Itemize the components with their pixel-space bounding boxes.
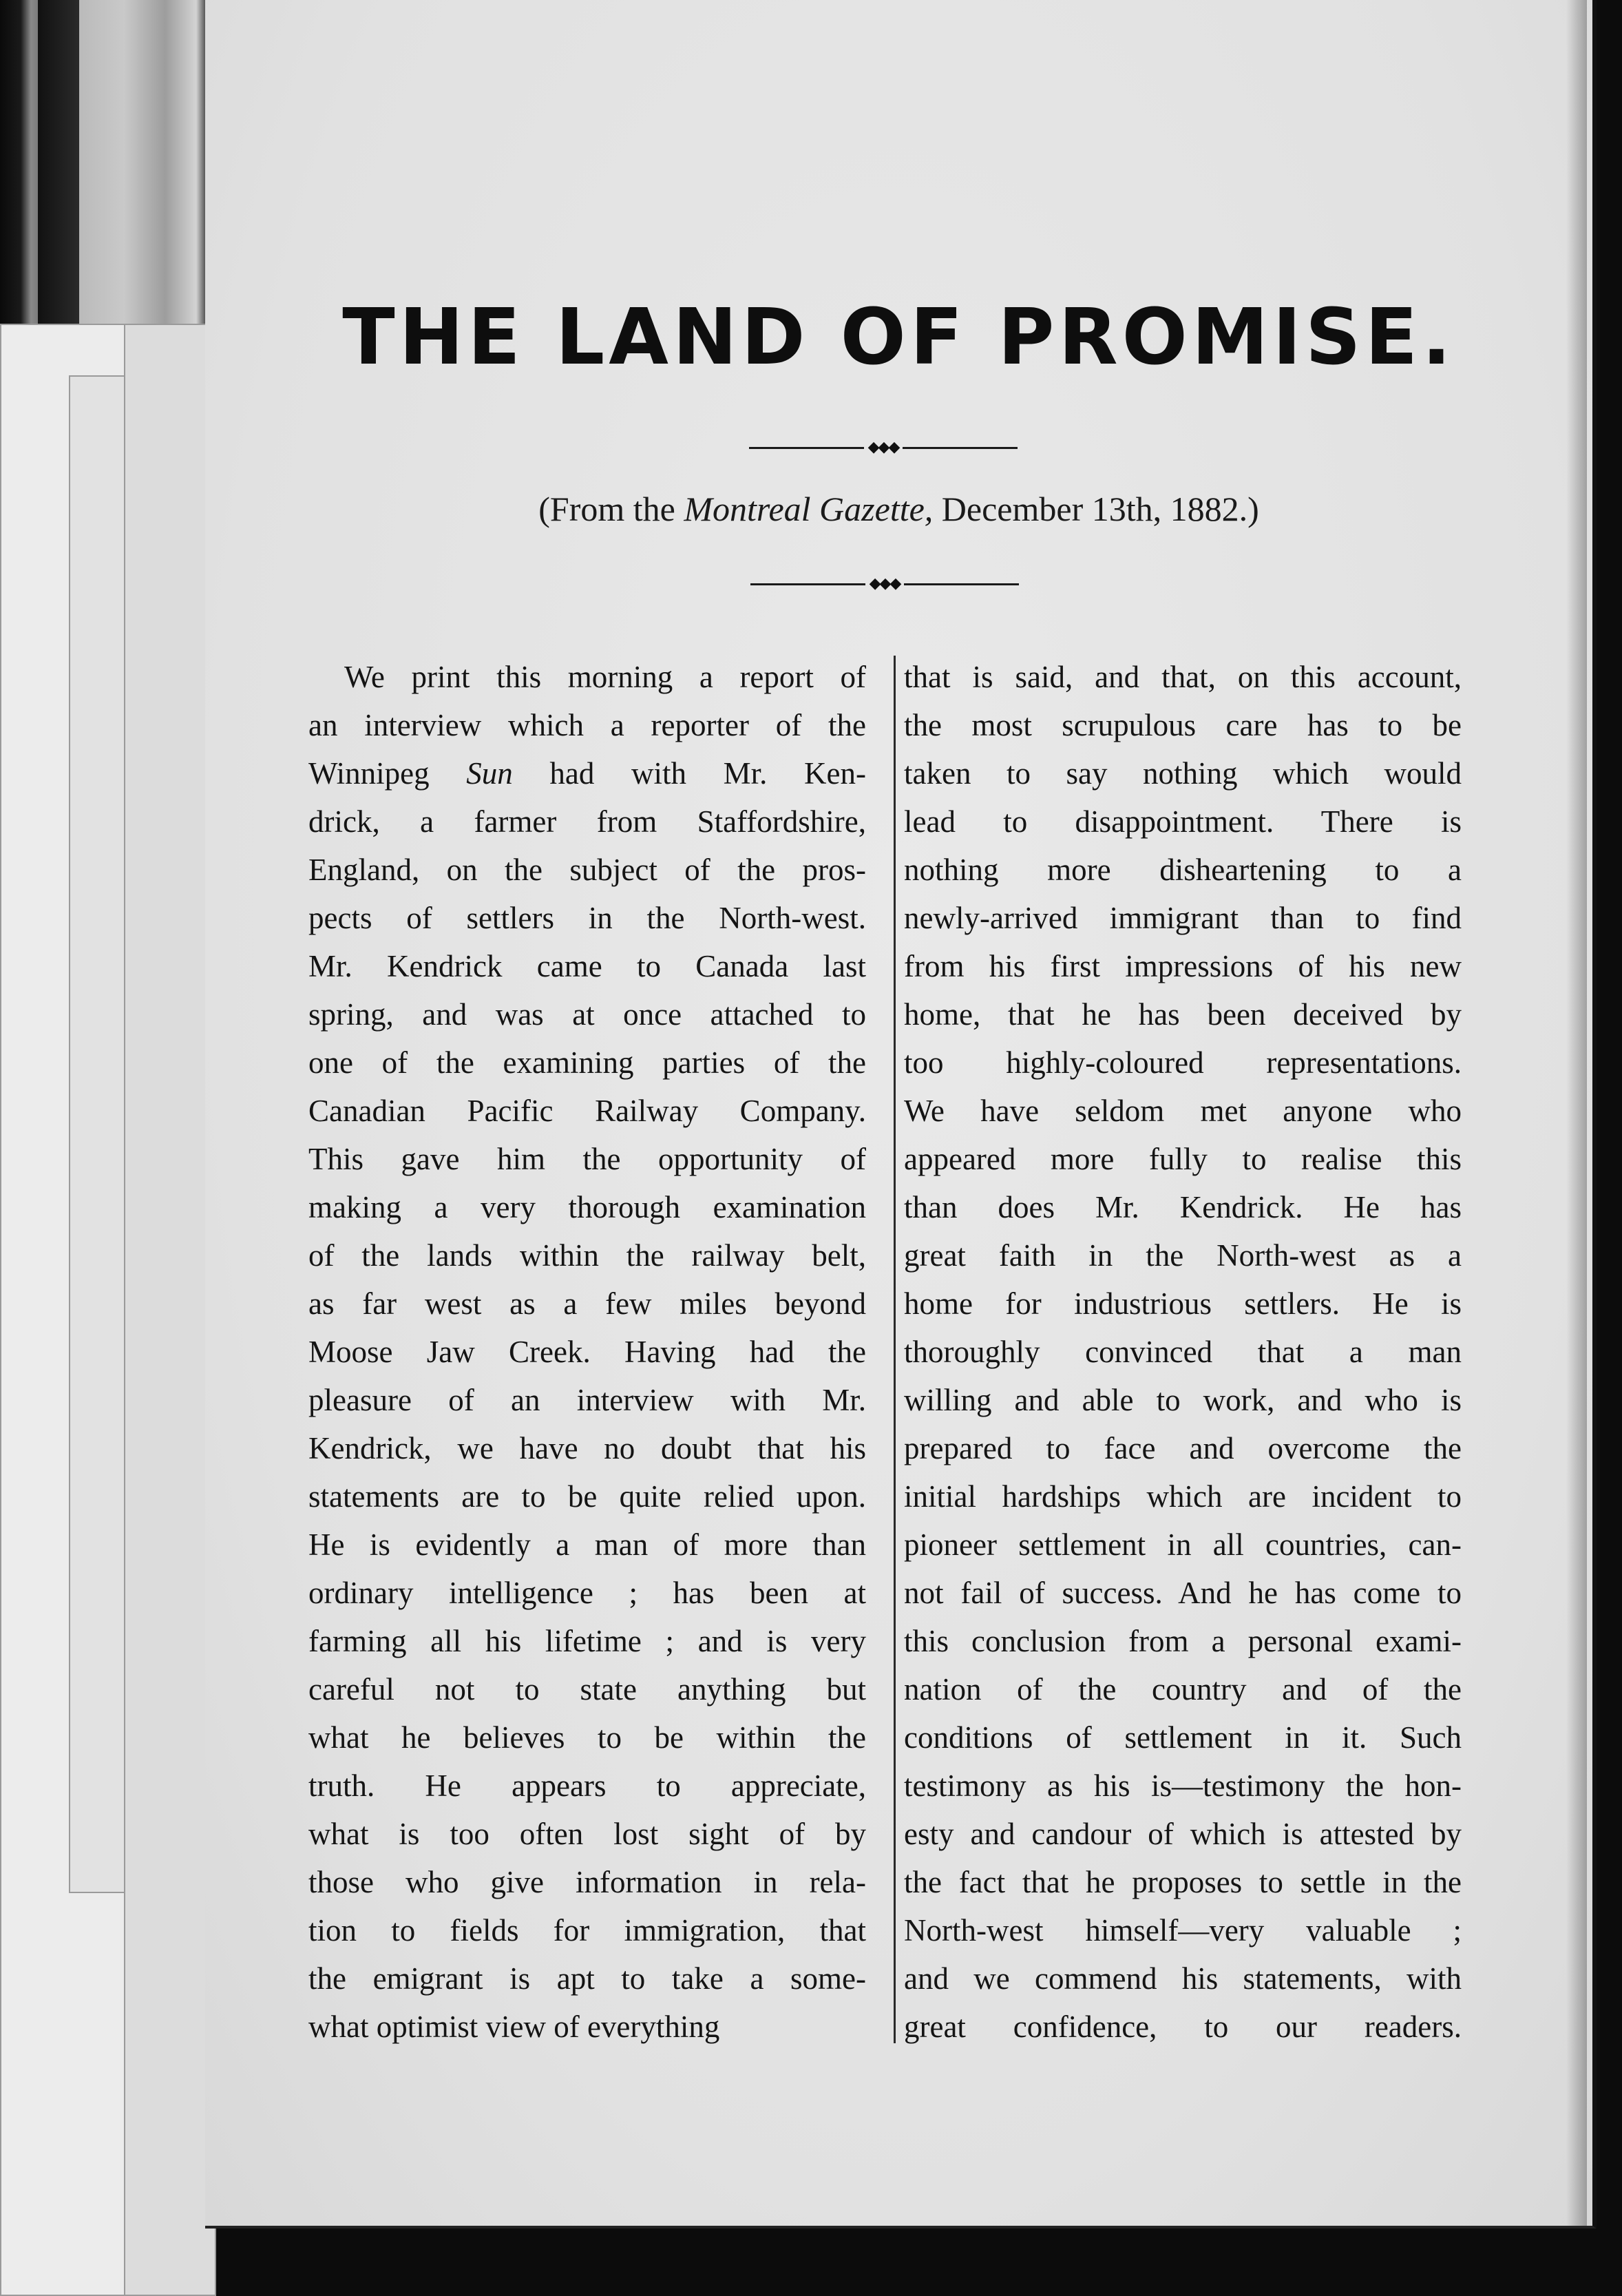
text-line: farming all his lifetime ; and is very bbox=[308, 1624, 866, 1658]
text-line: Kendrick, we have no doubt that his bbox=[308, 1431, 866, 1465]
text-line bbox=[308, 749, 866, 797]
text-line: those who give information in rela- bbox=[308, 1865, 866, 1899]
text-line: the emigrant is apt to take a some- bbox=[308, 1961, 866, 1996]
text-line: nation of the country and of the bbox=[904, 1672, 1462, 1707]
text-line: lead to disappointment. There is bbox=[904, 804, 1462, 839]
text-line: statements are to be quite relied upon. bbox=[308, 1479, 866, 1514]
source-citation bbox=[205, 489, 1592, 529]
text-line: great faith in the North-west as a bbox=[904, 1238, 1462, 1273]
source-publication: Montreal Gazette, bbox=[684, 490, 934, 528]
text-line: as far west as a few miles beyond bbox=[308, 1286, 866, 1321]
binding-shadow bbox=[38, 0, 79, 324]
text-line: We print this morning a report of bbox=[344, 660, 866, 694]
page-title: THE LAND OF PROMISE. bbox=[342, 293, 1455, 382]
source-date: December 13th, 1882.) bbox=[933, 490, 1259, 528]
text-line: spring, and was at once attached to bbox=[308, 997, 866, 1032]
text-line: This gave him the opportunity of bbox=[308, 1142, 866, 1176]
text-line: home, that he has been deceived by bbox=[904, 997, 1462, 1032]
text-line: newly-arrived immigrant than to find bbox=[904, 901, 1462, 935]
text-line: drick, a farmer from Staffordshire, bbox=[308, 804, 866, 839]
text-line: England, on the subject of the pros- bbox=[308, 853, 866, 887]
text-line: what optimist view of everything bbox=[308, 2010, 720, 2044]
text-line: taken to say nothing which would bbox=[904, 756, 1462, 791]
text-column-right bbox=[904, 653, 1610, 2051]
text-line: pioneer settlement in all countries, can- bbox=[904, 1527, 1462, 1562]
ornament-rule bbox=[749, 447, 864, 449]
text-line: this conclusion from a personal exami- bbox=[904, 1624, 1462, 1658]
ornament-rule bbox=[904, 583, 1019, 585]
text-line: prepared to face and overcome the bbox=[904, 1431, 1462, 1465]
ornament-divider-top bbox=[749, 439, 1018, 456]
text-line: Moose Jaw Creek. Having had the bbox=[308, 1335, 866, 1369]
text-line: pects of settlers in the North-west. bbox=[308, 901, 866, 935]
text-line: what he believes to be within the bbox=[308, 1720, 866, 1755]
source-prefix: (From the bbox=[538, 490, 684, 528]
text-line: one of the examining parties of the bbox=[308, 1045, 866, 1080]
text-line: than does Mr. Kendrick. He has bbox=[904, 1190, 1462, 1224]
text-line: appeared more fully to realise this bbox=[904, 1142, 1462, 1176]
text-line: Canadian Pacific Railway Company. bbox=[308, 1094, 866, 1128]
document-page bbox=[205, 0, 1597, 2229]
text-segment: had with Mr. Ken- bbox=[512, 756, 866, 791]
text-line: careful not to state anything but bbox=[308, 1672, 866, 1707]
text-line: We have seldom met anyone who bbox=[904, 1094, 1462, 1128]
text-line: from his first impressions of his new bbox=[904, 949, 1462, 983]
text-line: not fail of success. And he has come to bbox=[904, 1576, 1462, 1610]
text-line: and we commend his statements, with bbox=[904, 1961, 1462, 1996]
text-line: pleasure of an interview with Mr. bbox=[308, 1383, 866, 1417]
text-line: that is said, and that, on this account, bbox=[904, 660, 1462, 694]
text-line: home for industrious settlers. He is bbox=[904, 1286, 1462, 1321]
ornament-diamonds: ◆◆◆ bbox=[869, 575, 900, 592]
ornament-diamonds: ◆◆◆ bbox=[867, 439, 899, 456]
text-line: of the lands within the railway belt, bbox=[308, 1238, 866, 1273]
text-line: tion to fields for immigration, that bbox=[308, 1913, 866, 1948]
text-line: initial hardships which are incident to bbox=[904, 1479, 1462, 1514]
text-line: the fact that he proposes to settle in the bbox=[904, 1865, 1462, 1899]
text-line: thoroughly convinced that a man bbox=[904, 1335, 1462, 1369]
text-line: an interview which a reporter of the bbox=[308, 708, 866, 742]
text-line: ordinary intelligence ; has been at bbox=[308, 1576, 866, 1610]
text-line: conditions of settlement in it. Such bbox=[904, 1720, 1462, 1755]
text-line: He is evidently a man of more than bbox=[308, 1527, 866, 1562]
column-rule bbox=[894, 656, 896, 2043]
text-line: North-west himself—very valuable ; bbox=[904, 1913, 1462, 1948]
text-line: esty and candour of which is attested by bbox=[904, 1817, 1462, 1851]
italic-text: Sun bbox=[466, 756, 513, 791]
ornament-rule bbox=[903, 447, 1018, 449]
text-line: Mr. Kendrick came to Canada last bbox=[308, 949, 866, 983]
ornament-divider-bottom bbox=[750, 576, 1019, 592]
text-line: too highly-coloured representations. bbox=[904, 1045, 1462, 1080]
text-segment: Winnipeg bbox=[308, 756, 467, 791]
text-line: willing and able to work, and who is bbox=[904, 1383, 1462, 1417]
ornament-rule bbox=[750, 583, 865, 585]
text-line: making a very thorough examination bbox=[308, 1190, 866, 1224]
text-line: the most scrupulous care has to be bbox=[904, 708, 1462, 742]
text-line: truth. He appears to appreciate, bbox=[308, 1768, 866, 1803]
text-line: great confidence, to our readers. bbox=[904, 2010, 1462, 2044]
text-line: nothing more disheartening to a bbox=[904, 853, 1462, 887]
text-line: testimony as his is—testimony the hon- bbox=[904, 1768, 1462, 1803]
page-edge-sheet bbox=[124, 324, 216, 2296]
text-line: what is too often lost sight of by bbox=[308, 1817, 866, 1851]
